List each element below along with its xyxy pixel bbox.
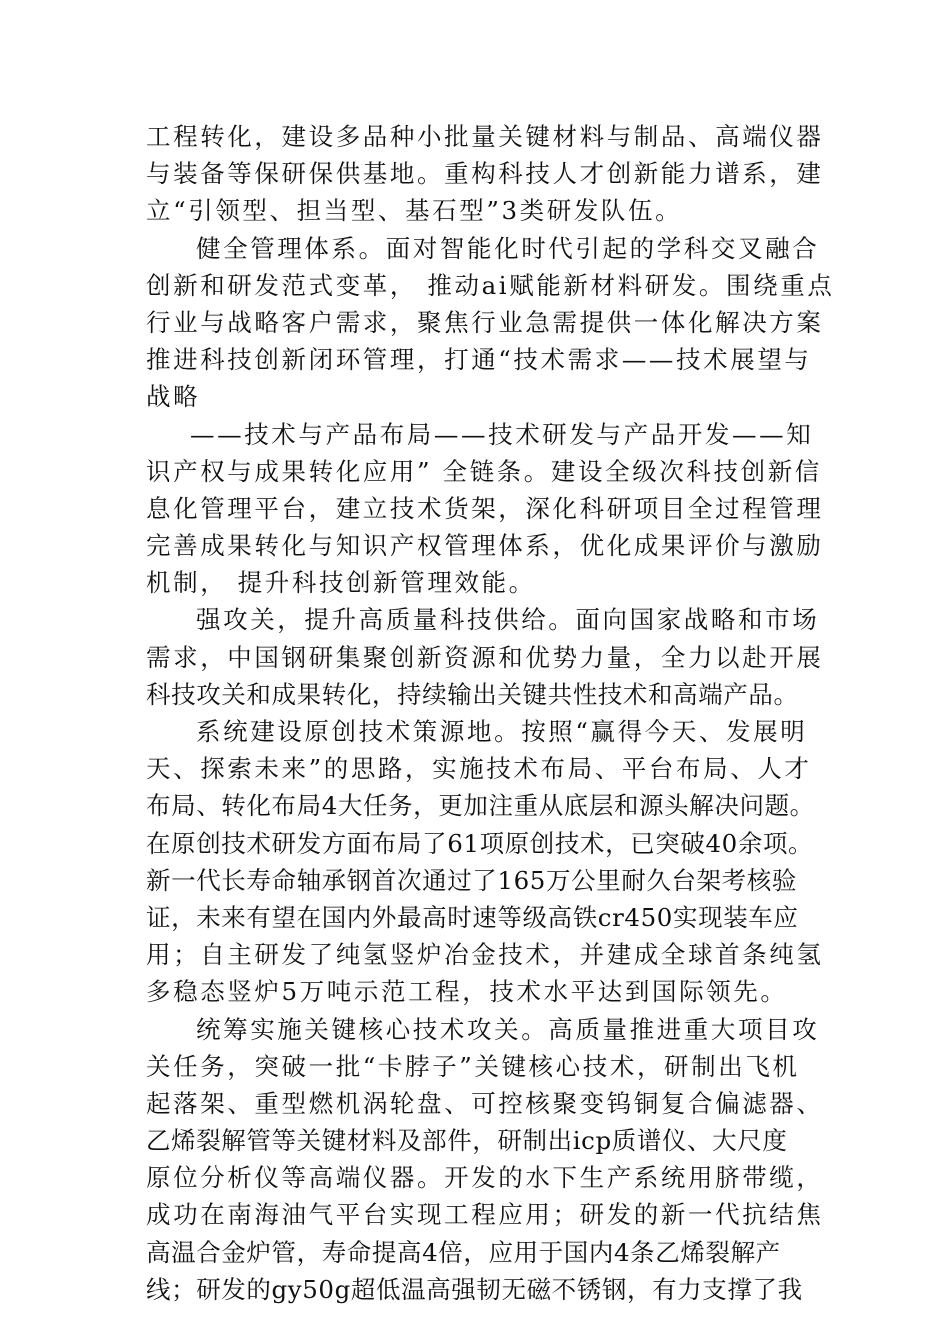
body-text (146, 118, 835, 1308)
text-line: ——技术与产品布局——技术研发与产品开发——知 (190, 419, 814, 449)
text-line: 立“引领型、担当型、基石型”3类研发队伍。 (146, 196, 683, 226)
text-line: 在原创技术研发方面布局了61项原创技术，已突破40余项。 (146, 828, 814, 858)
text-line: 工程转化，建设多品种小批量关键材料与制品、高端仪器 (146, 122, 824, 151)
text-line: 系统建设原创技术策源地。按照“赢得今天、发展明 (196, 717, 808, 746)
text-line: 成功在南海油气平台实现工程应用；研发的新一代抗结焦 (146, 1200, 824, 1230)
text-line: 乙烯裂解管等关键材料及部件，研制出icp质谱仪、大尺度 (146, 1126, 788, 1156)
text-line: 用；自主研发了纯氢竖炉冶金技术，并建成全球首条纯氢 (146, 940, 824, 970)
text-line: 布局、转化布局4大任务，更加注重从底层和源头解决问题。 (146, 791, 815, 821)
text-line: 新一代长寿命轴承钢首次通过了165万公里耐久台架考核验 (146, 865, 797, 895)
text-line: 创新和研发范式变革， 推动ai赋能新材料研发。围绕重点 (146, 270, 835, 300)
text-line: 完善成果转化与知识产权管理体系，优化成果评价与激励 (146, 531, 824, 561)
text-line: 高温合金炉管，寿命提高4倍，应用于国内4条乙烯裂解产 (146, 1237, 781, 1267)
text-line: 健全管理体系。面对智能化时代引起的学科交叉融合 (196, 233, 820, 263)
text-line: 推进科技创新闭环管理，打通“技术需求——技术展望与 (146, 345, 812, 375)
text-line: 统筹实施关键核心技术攻关。高质量推进重大项目攻 (196, 1014, 820, 1044)
text-line: 科技攻关和成果转化，持续输出关键共性技术和高端产品。 (146, 679, 799, 709)
text-line: 多稳态竖炉5万吨示范工程，技术水平达到国际领先。 (146, 977, 788, 1007)
text-line: 识产权与成果转化应用” 全链条。建设全级次科技创新信 (146, 456, 822, 486)
text-line: 起落架、重型燃机涡轮盘、可控核聚变钨铜复合偏滤器、 (146, 1088, 824, 1118)
text-line: 线；研发的gy50g超低温高强韧无磁不锈钢，有力支撑了我 (146, 1274, 803, 1304)
text-line: 强攻关，提升高质量科技供给。面向国家战略和市场 (196, 605, 820, 635)
text-line: 机制， 提升科技创新管理效能。 (146, 568, 536, 598)
text-line: 行业与战略客户需求，聚焦行业急需提供一体化解决方案 (146, 307, 824, 337)
text-line: 证，未来有望在国内外最高时速等级高铁cr450实现装车应 (146, 902, 799, 932)
text-line: 原位分析仪等高端仪器。开发的水下生产系统用脐带缆， (146, 1163, 824, 1193)
text-line: 关任务，突破一批“卡脖子”关键核心技术，研制出飞机 (146, 1051, 800, 1081)
text-line: 战略 (146, 382, 201, 412)
text-line: 息化管理平台，建立技术货架，深化科研项目全过程管理 (146, 493, 824, 523)
text-line: 需求，中国钢研集聚创新资源和优势力量，全力以赴开展 (146, 642, 824, 672)
text-line: 天、探索未来”的思路，实施技术布局、平台布局、人才 (146, 754, 812, 784)
text-line: 与装备等保研保供基地。重构科技人才创新能力谱系，建 (146, 159, 824, 189)
